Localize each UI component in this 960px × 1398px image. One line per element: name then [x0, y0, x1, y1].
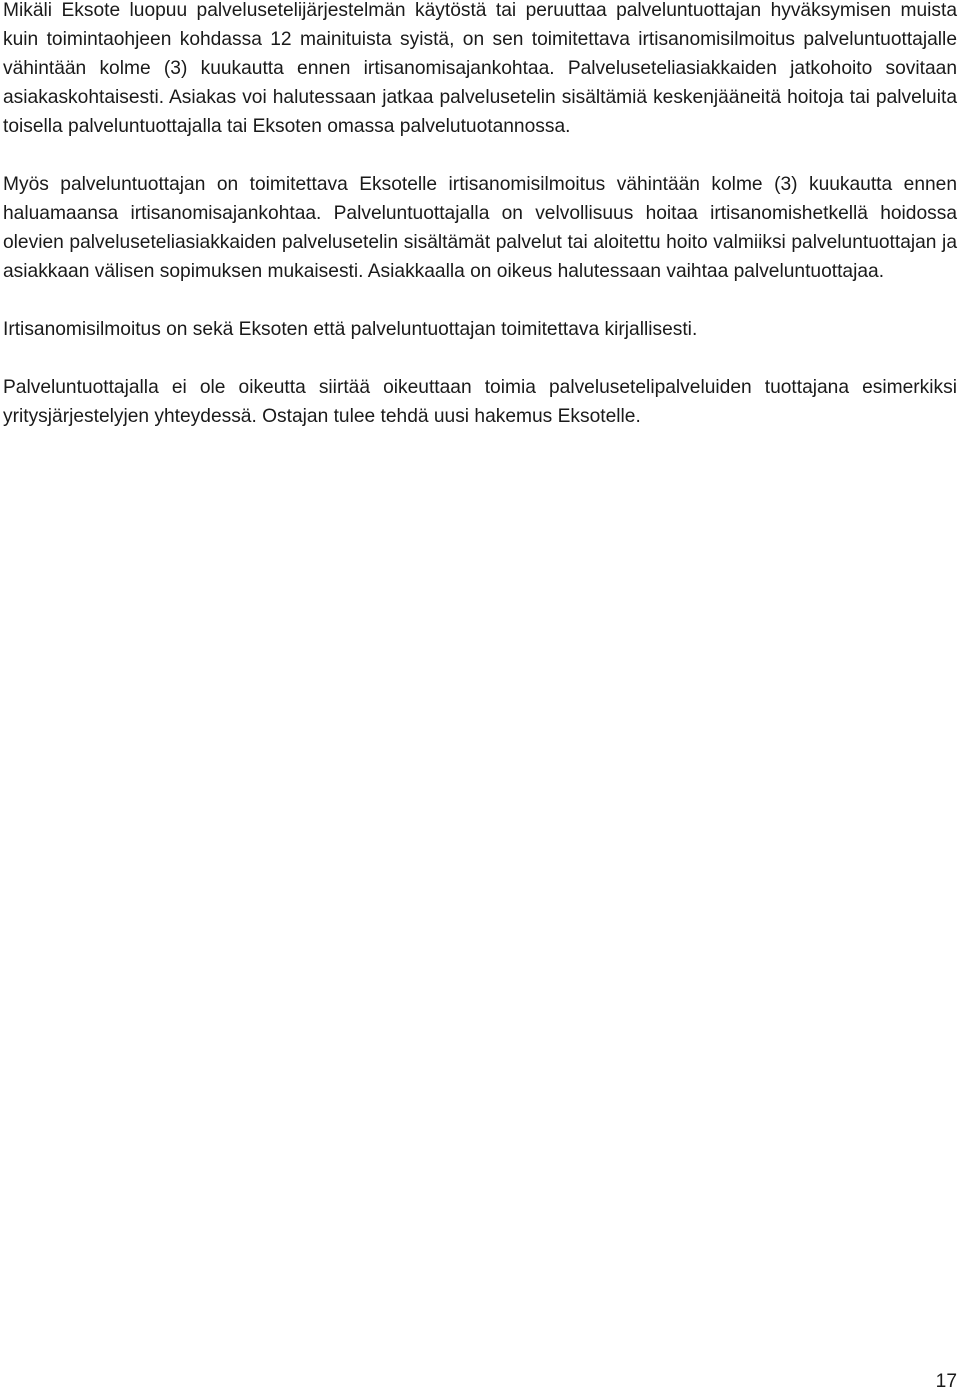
- paragraph-no-transfer-of-rights: Palveluntuottajalla ei ole oikeutta siirtää oikeuttaan toimia palvelusetelipalveluiden tuottajana esimerkiksi yritysjärjestelyjen yhteydessä. Ostajan tulee tehdä uusi hakemus Eksotelle.: [3, 377, 957, 427]
- paragraph-service-voucher-termination-by-eksote: Mikäli Eksote luopuu palvelusetelijärjestelmän käytöstä tai peruuttaa palveluntuottajan hyväksymisen muista kuin toimintaohjeen kohdassa 12 mainituista syistä, on sen toimitettava irtisanomisilmoitus palveluntuottajalle vähintään kolme (3) kuukautta ennen irtisanomisajankohtaa. Palveluseteliasiakkaiden jatkohoito sovitaan asiakaskohtaisesti. Asiakas voi halutessaan jatkaa palvelusetelin sisältämiä keskenjääneitä hoitoja tai palveluita toisella palveluntuottajalla tai Eksoten omassa palvelutuotannossa.: [3, 0, 957, 137]
- paragraph-written-notice: Irtisanomisilmoitus on sekä Eksoten että palveluntuottajan toimitettava kirjallisesti.: [3, 319, 698, 340]
- document-body: [3, 0, 957, 431]
- paragraph-provider-termination-notice: Myös palveluntuottajan on toimitettava Eksotelle irtisanomisilmoitus vähintään kolme (3) kuukautta ennen haluamaansa irtisanomisajankohtaa. Palveluntuottajalla on velvollisuus hoitaa irtisanomishetkellä hoidossa olevien palveluseteliasiakkaiden palvelusetelin sisältämät palvelut tai aloitettu hoito valmiiksi palveluntuottajan ja asiakkaan välisen sopimuksen mukaisesti. Asiakkaalla on oikeus halutessaan vaihtaa palveluntuottajaa.: [3, 174, 957, 282]
- page-number: 17: [935, 1371, 957, 1392]
